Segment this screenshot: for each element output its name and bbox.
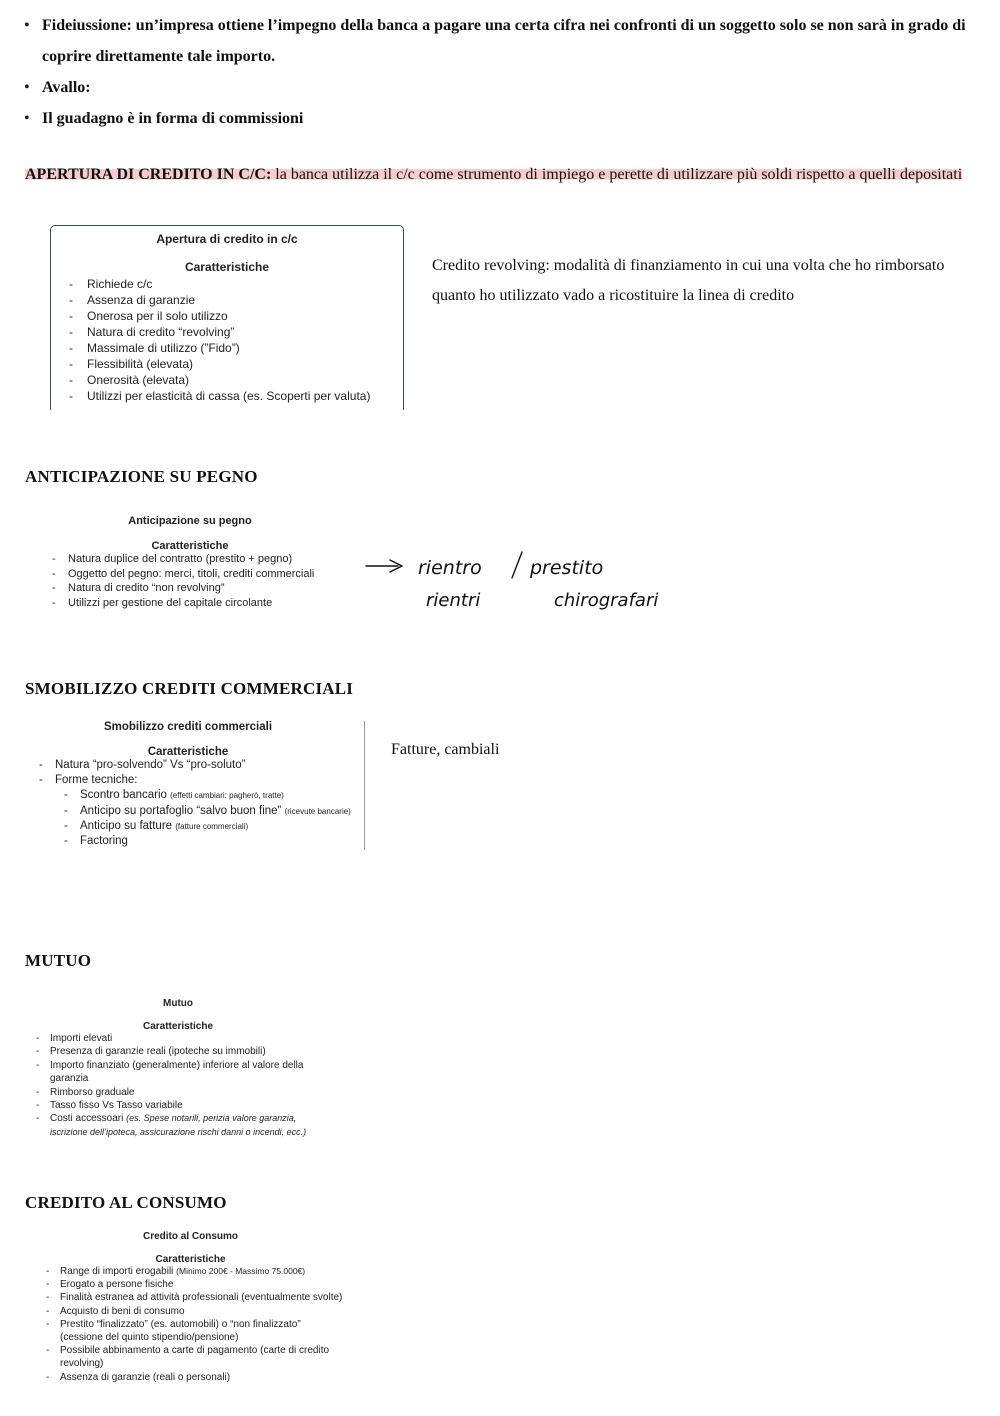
sub-list-item xyxy=(80,804,364,819)
handwritten-annotation xyxy=(362,548,692,628)
slide-title: Credito al Consumo xyxy=(142,1231,238,1242)
list-item xyxy=(55,773,364,849)
slide-subtitle: Caratteristiche xyxy=(184,260,270,274)
bullet-avallo: • Avallo: xyxy=(24,72,974,103)
slide-subtitle: Caratteristiche xyxy=(142,1021,214,1032)
handwriting-line-1-left: rientro xyxy=(418,557,482,579)
list-item: - Onerosità (elevata) xyxy=(87,372,403,388)
slide-anticipazione-pegno xyxy=(40,515,340,610)
list-item: - Massimale di utilizzo (”Fido”) xyxy=(87,340,403,356)
sub-item-label: Scontro bancario xyxy=(80,789,171,802)
list-item: - Natura duplice del contratto (prestito + pegno) xyxy=(68,552,340,567)
apertura-heading: APERTURA DI CREDITO IN C/C: xyxy=(25,166,272,183)
slide-subtitle: Caratteristiche xyxy=(147,746,229,758)
revolving-note: Credito revolving: modalità di finanziamento in cui una volta che ho rimborsato quanto ho utilizzato vado a ricostituire la linea di credito xyxy=(432,257,945,304)
apertura-paragraph xyxy=(25,160,980,190)
list-item: - Utilizzi per elasticità di cassa (es. Scoperti per valuta) xyxy=(87,388,403,404)
slide-title: Smobilizzo crediti commerciali xyxy=(103,721,273,733)
list-item: - Onerosa per il solo utilizzo xyxy=(87,308,403,324)
slide-list xyxy=(40,552,340,610)
heading-credito-consumo: CREDITO AL CONSUMO xyxy=(25,1193,227,1212)
slide-mutuo xyxy=(28,998,328,1139)
list-item: - Natura “pro-solvendo” Vs “pro-soluto” xyxy=(55,758,364,773)
list-item: - Oggetto del pegno: merci, titoli, crediti commerciali xyxy=(68,567,340,582)
list-item: - Possibile abbinamento a carte di pagamento (carte di credito revolving) xyxy=(60,1344,343,1370)
sub-list-item xyxy=(80,819,364,834)
sub-item-note: (fatture commerciali) xyxy=(175,821,249,831)
apertura-text: la banca utilizza il c/c come strumento di impiego e perette di utilizzare più soldi rispetto a quelli depositati xyxy=(271,166,963,183)
list-item: - Assenza di garanzie (reali o personali) xyxy=(60,1371,343,1384)
slide-credito-consumo xyxy=(38,1231,343,1384)
slide-list xyxy=(24,758,364,849)
heading-mutuo: MUTUO xyxy=(25,951,92,970)
slide-subtitle: Caratteristiche xyxy=(151,540,229,552)
list-item: - Flessibilità (elevata) xyxy=(87,356,403,372)
sub-item-note: (effetti cambiari: pagherò, tratte) xyxy=(170,791,284,801)
list-item-label: Range di importi erogabili xyxy=(60,1266,177,1277)
list-item: - Assenza di garanzie xyxy=(87,292,403,308)
sub-list xyxy=(55,788,364,849)
sub-item-label: Factoring xyxy=(80,835,128,848)
list-item-note: (es. Spese notarili, perizia valore garanzia, iscrizione dell’ipoteca, assicurazione rischi danni o incendi, ecc.) xyxy=(50,1113,307,1137)
handwriting-line-1-right: prestito xyxy=(530,557,604,579)
slide-apertura-credito xyxy=(50,225,404,410)
list-item: - Utilizzi per gestione del capitale circolante xyxy=(68,596,340,611)
list-item xyxy=(50,1112,328,1139)
list-item-label: Forme tecniche: xyxy=(55,774,138,787)
slide-title: Anticipazione su pegno xyxy=(128,515,252,527)
list-item: - Richiede c/c xyxy=(87,276,403,292)
list-item: - Natura di credito “non revolving” xyxy=(68,581,340,596)
sub-item-label: Anticipo su portafoglio “salvo buon fine” xyxy=(80,804,285,817)
intro-bullet-list xyxy=(24,10,974,134)
sub-item-label: Anticipo su fatture xyxy=(80,819,176,832)
list-item: - Rimborso graduale xyxy=(50,1086,328,1099)
arrow-icon xyxy=(366,560,402,572)
list-item: - Acquisto di beni di consumo xyxy=(60,1305,343,1318)
slide-smobilizzo-crediti xyxy=(24,721,365,850)
handwriting-line-2-right: chirografari xyxy=(554,590,659,611)
slide-subtitle: Caratteristiche xyxy=(155,1254,226,1265)
slide-list xyxy=(28,1032,328,1139)
list-item: - Finalità estranea ad attività professionali (eventualmente svolte) xyxy=(60,1291,343,1304)
smobilizzo-note: Fatture, cambiali xyxy=(391,741,500,758)
list-item: - Importi elevati xyxy=(50,1032,328,1045)
sub-list-item xyxy=(80,834,364,849)
slide-title: Apertura di credito in c/c xyxy=(156,232,298,246)
handwriting-line-2-left: rientri xyxy=(426,590,481,611)
list-item: - Importo finanziato (generalmente) inferiore al valore della garanzia xyxy=(50,1059,328,1086)
slide-list xyxy=(51,276,403,404)
sub-list-item xyxy=(80,788,364,803)
heading-anticipazione: ANTICIPAZIONE SU PEGNO xyxy=(25,467,258,486)
list-item xyxy=(60,1265,343,1278)
list-item: - Natura di credito “revolving” xyxy=(87,324,403,340)
list-item: - Presenza di garanzie reali (ipoteche su immobili) xyxy=(50,1045,328,1058)
slash-mark xyxy=(512,552,522,578)
list-item-note: (Minimo 200€ - Massimo 75.000€) xyxy=(176,1266,306,1276)
list-item-label: Costi accessoari xyxy=(50,1113,127,1125)
list-item: - Tasso fisso Vs Tasso variabile xyxy=(50,1099,328,1112)
list-item: - Prestito “finalizzato” (es. automobili) o “non finalizzato” (cessione del quinto stipendio/pensione) xyxy=(60,1318,343,1344)
slide-list xyxy=(38,1265,343,1384)
bullet-fideiussione: • Fideiussione: un’impresa ottiene l’impegno della banca a pagare una certa cifra nei confronti di un soggetto solo se non sarà in grado di coprire direttamente tale importo. xyxy=(24,10,974,72)
sub-item-note: (ricevute bancarie) xyxy=(284,806,351,816)
list-item: - Erogato a persone fisiche xyxy=(60,1278,343,1291)
heading-smobilizzo: SMOBILIZZO CREDITI COMMERCIALI xyxy=(25,679,354,698)
bullet-guadagno: • Il guadagno è in forma di commissioni xyxy=(24,103,974,134)
slide-title: Mutuo xyxy=(163,998,193,1009)
